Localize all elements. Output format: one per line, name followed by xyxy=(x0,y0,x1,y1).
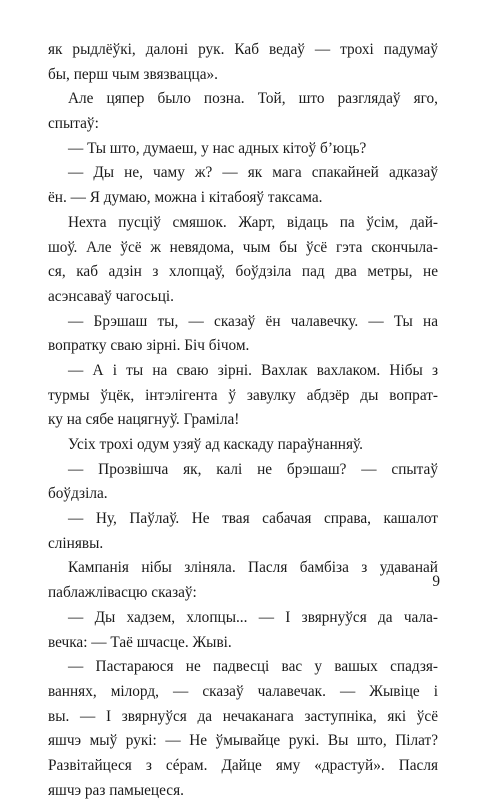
text-line: слінявы. xyxy=(48,534,104,552)
text-line: — Ды хадзем, хлопцы... — І звярнуўся да чала- xyxy=(68,608,438,626)
text-line: — Ды не, чаму ж? — як мага спакайней адказаў xyxy=(68,164,438,182)
text-line: — Прозвішча як, калі не брэшаш? — спытаў xyxy=(68,460,438,478)
text-line: ку на сябе нацягнуў. Граміла! xyxy=(48,411,240,429)
text-line: Усіх трохі одум узяў ад каскаду параўнанняў. xyxy=(68,436,363,453)
text-line: — Брэшаш ты, — сказаў ён чалавечку. — Ты на xyxy=(68,312,438,330)
text-line: — Пастараюся не падвесці вас у вашых спадзя- xyxy=(68,658,438,676)
text-line: яшчэ мыў рукі: — Не ўмывайце рукі. Вы што, Пілат? xyxy=(48,732,438,750)
page-number: 9 xyxy=(432,573,440,590)
text-line: Нехта пусціў смяшок. Жарт, відаць па ўсім, дай- xyxy=(68,213,438,231)
text-line: вы. — І звярнуўся да нечаканага заступніка, які ўсё xyxy=(48,707,438,725)
text-line: — Ты што, думаеш, у нас адных кітоў б’юць? xyxy=(68,139,367,157)
text-line: Кампанія нібы зліняла. Пасля бамбіза з удаванай xyxy=(68,559,438,577)
text-line: яшчэ раз памыецеся. xyxy=(48,781,184,799)
text-line: бы, перш чым звязвацца». xyxy=(48,65,218,83)
text-line: — Ну, Паўлаў. Не твая сабачая справа, кашалот xyxy=(68,510,438,528)
text-line: — А і ты на сваю зірні. Вахлак вахлаком. Нібы з xyxy=(68,361,438,379)
text-line: боўдзіла. xyxy=(48,485,108,503)
text-line: Развітайцеся з сéрам. Дайце яму «драстуй». Пасля xyxy=(48,756,438,774)
text-line: ваннях, мілорд, — сказаў чалавечак. — Жывіце і xyxy=(48,682,438,700)
text-line: вопратку сваю зірні. Біч бічом. xyxy=(48,337,250,355)
text-line: паблажлівасцю сказаў: xyxy=(48,584,197,602)
text-line: як рыдлёўкі, далоні рук. Каб ведаў — трохі падумаў xyxy=(48,41,438,58)
text-line: ся, каб адзін з хлопцаў, боўдзіла пад два метры, не xyxy=(48,263,438,281)
text-line: вечка: — Таё шчасце. Жыві. xyxy=(48,633,232,651)
text-line: Але цяпер было позна. Той, што разглядаў яго, xyxy=(68,90,438,108)
text-line: ён. — Я думаю, можна і кітабояў таксама. xyxy=(48,189,323,207)
text-line: спытаў: xyxy=(48,115,99,133)
text-line: асэнсаваў чагосьці. xyxy=(48,287,174,305)
text-line: турмы ўцёк, інтэлігента ў завулку абдзёр ды вопрат- xyxy=(48,386,438,404)
text-line: шоў. Але ўсё ж невядома, чым бы ўсё гэта скончыла- xyxy=(48,238,438,256)
page-text-body xyxy=(48,38,438,803)
